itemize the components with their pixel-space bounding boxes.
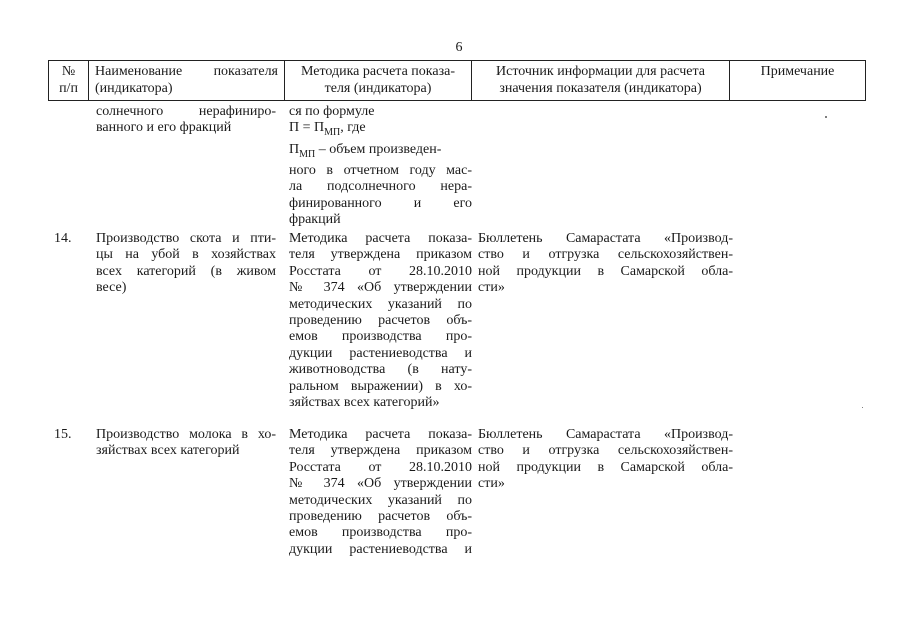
row-14-source-cell: Бюллетень Самарастата «Производ- ство и отгрузка сельскохозяйствен- ной продукции в Самарской обла- сти» (478, 231, 733, 296)
indicator-table (48, 60, 866, 101)
formula-definition: $П_{МП}$ – объем произведен- (289, 141, 442, 160)
row-14-method-cell: Методика расчета показа- теля утверждена приказом Росстата от 28.10.2010 № 374 «Об утверждении методических указаний по проведению расчетов объ- емов производства про- дукции растениеводства и животноводства (в нату- ральном выражении) в хо- зяйствах всех категорий» (289, 231, 472, 411)
cont-method-cell: ся по формуле $П = П_{МП}$, где $П_{МП}$ – объем произведен- ного в отчетном году мас- ла подсолнечного нера- финированного и его фракций (289, 104, 472, 228)
scan-speck (825, 116, 827, 118)
row-14-name-cell: Производство скота и пти- цы на убой в хозяйствах всех категорий (в живом весе) (96, 231, 276, 296)
header-method: Методика расчета показа- теля (индикатора) (285, 61, 472, 100)
header-source: Источник информации для расчета значения показателя (индикатора) (472, 61, 730, 100)
row-number: 14. (54, 231, 72, 246)
header-indicator-name: Наименование показателя (индикатора) (89, 61, 285, 100)
page-number: 6 (455, 40, 463, 55)
scan-speck (862, 407, 863, 408)
header-number: № п/п (48, 61, 89, 100)
row-15-method-cell: Методика расчета показа- теля утверждена приказом Росстата от 28.10.2010 № 374 «Об утверждении методических указаний по проведению расчетов объ- емов производства про- дукции растениеводства и (289, 427, 472, 557)
table-header (48, 60, 866, 101)
row-15-source-cell: Бюллетень Самарастата «Производ- ство и отгрузка сельскохозяйствен- ной продукции в Самарской обла- сти» (478, 427, 733, 492)
row-15-name-cell: Производство молока в хо- зяйствах всех категорий (96, 427, 276, 459)
header-note: Примечание (730, 61, 866, 100)
cont-name-cell: солнечного нерафиниро- ванного и его фракций (96, 104, 276, 136)
formula-line: $П = П_{МП}$, где (289, 120, 366, 139)
row-number: 15. (54, 427, 72, 442)
